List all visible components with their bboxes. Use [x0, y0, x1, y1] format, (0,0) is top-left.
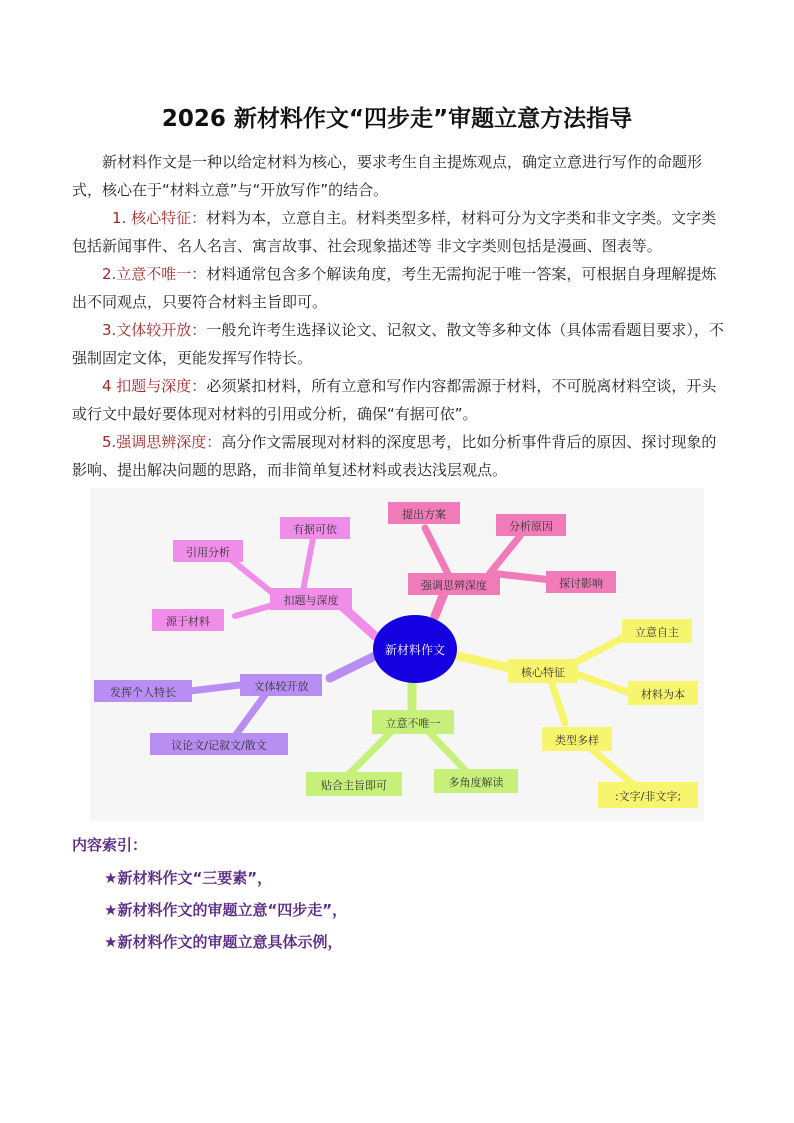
point-3-text: 一般允许考生选择议论文、记叙文、散文等多种文体（具体需看题目要求），不强制固定文体，更能发挥写作特长。	[72, 321, 724, 367]
branch-lines-kouti	[223, 538, 375, 636]
branch-lines-sibian	[425, 528, 560, 616]
point-1-label: 1. 核心特征：	[112, 209, 207, 227]
branch-lines-hexin	[458, 634, 635, 786]
point-4-label: 4 扣题与深度：	[102, 377, 207, 395]
index-item-1[interactable]: ★新材料作文“三要素”，	[104, 869, 273, 887]
index-item-2[interactable]: ★新材料作文的审题立意“四步走”，	[104, 901, 348, 919]
point-5	[72, 428, 728, 484]
point-1	[72, 204, 728, 260]
intro-paragraph	[72, 148, 728, 204]
node-yinyong-label: 引用分析	[186, 546, 230, 559]
point-2	[72, 260, 728, 316]
point-2-text: 材料通常包含多个解读角度，考生无需拘泥于唯一答案，可根据自身理解提炼出不同观点，只要符合材料主旨即可。	[72, 265, 717, 311]
node-youju-label: 有据可依	[293, 523, 337, 536]
node-yilunwen-label: 议论文/记叙文/散文	[171, 739, 267, 752]
point-1-text: 材料为本，立意自主。材料类型多样，材料可分为文字类和非文字类。文字类包括新闻事件、名人名言、寓言故事、社会现象描述等 非文字类则包括是漫画、图表等。	[72, 209, 717, 255]
mind-map-svg	[90, 488, 704, 821]
page-title: 2026 新材料作文“四步走”审题立意方法指导	[161, 106, 633, 132]
point-2-label: 2.立意不唯一：	[102, 265, 207, 283]
node-wenti-label: 文体较开放	[253, 680, 309, 693]
node-tantao-label: 探讨影响	[559, 577, 603, 590]
center-label: 新材料作文	[384, 643, 446, 657]
node-hexin-label: 核心特征	[521, 666, 565, 679]
node-liyi-label: 立意不唯一	[385, 717, 441, 730]
node-kouti-label: 扣题与深度	[283, 594, 339, 607]
node-duojiaodu-label: 多角度解读	[448, 776, 504, 789]
node-wenzi-label: :文字/非文字;	[614, 790, 682, 803]
point-5-text: 高分作文需展现对材料的深度思考，比如分析事件背后的原因、探讨现象的影响、提出解决问题的思路，而非简单复述材料或表达浅层观点。	[72, 433, 717, 479]
node-sibian-label: 强调思辨深度	[421, 579, 487, 592]
point-5-label: 5.强调思辨深度：	[102, 433, 222, 451]
point-3	[72, 316, 728, 372]
mind-map	[90, 488, 704, 821]
node-fahui-label: 发挥个人特长	[110, 686, 176, 699]
node-tiehe-label: 贴合主旨即可	[321, 779, 387, 792]
index-title: 内容索引：	[72, 836, 148, 854]
node-fenxi-label: 分析原因	[509, 520, 553, 533]
point-4-text: 必须紧扣材料，所有立意和写作内容都需源于材料，不可脱离材料空谈，开头或行文中最好要体现对材料的引用或分析，确保“有据可依”。	[72, 377, 717, 423]
node-liyizizhu-label: 立意自主	[635, 626, 679, 639]
node-tichu-label: 提出方案	[402, 508, 446, 521]
point-3-label: 3.文体较开放：	[102, 321, 207, 339]
node-cailiaoweiben-label: 材料为本	[641, 688, 685, 701]
intro-text: 新材料作文是一种以给定材料为核心，要求考生自主提炼观点，确定立意进行写作的命题形式，核心在于“材料立意”与“开放写作”的结合。	[72, 153, 703, 199]
node-leixing-label: 类型多样	[555, 734, 599, 747]
index-item-3[interactable]: ★新材料作文的审题立意具体示例，	[104, 933, 343, 951]
node-yuanyu-label: 源于材料	[166, 615, 210, 628]
point-4	[72, 372, 728, 428]
